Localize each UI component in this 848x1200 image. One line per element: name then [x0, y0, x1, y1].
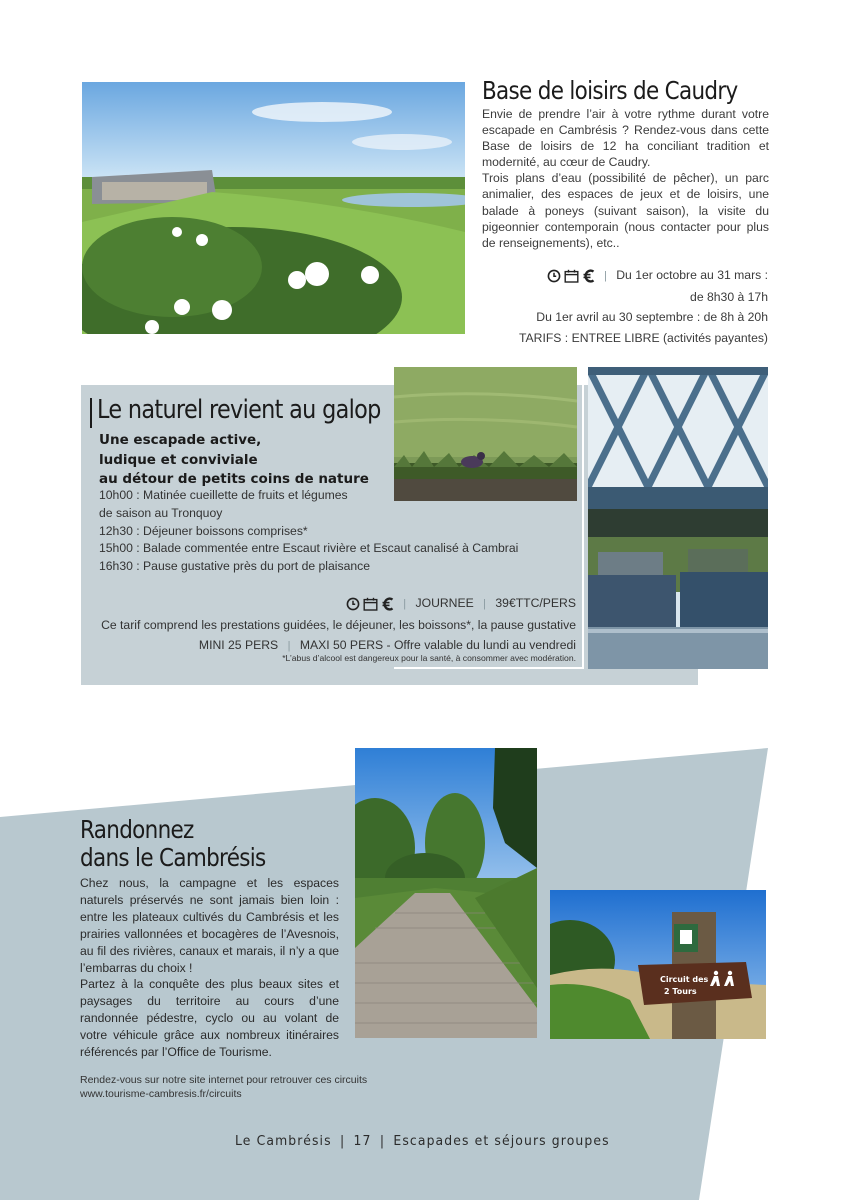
caudry-title: Base de loisirs de Caudry: [482, 76, 738, 105]
calendar-icon: [363, 597, 378, 611]
circuits-link-intro: Rendez-vous sur notre site internet pour retrouver ces circuits: [80, 1074, 368, 1086]
randonnez-title-line-1: Randonnez: [80, 815, 194, 844]
caudry-paragraph-2: Trois plans d’eau (possibilité de pêcher), un parc animalier, des espaces de jeux et de loisirs, une balade à poneys (suivant saison), la visite du pigeonnier contemporain (nous contacter pour plus de renseignements), etc..: [482, 171, 769, 250]
separator: |: [339, 1133, 346, 1149]
clock-icon: [346, 597, 360, 611]
naturel-price: 39€TTC/PERS: [495, 596, 576, 610]
randonnez-title: [80, 816, 266, 872]
naturel-program: [99, 487, 518, 576]
circuits-link-url[interactable]: www.tourisme-cambresis.fr/circuits: [80, 1088, 242, 1100]
separator: |: [403, 598, 407, 610]
program-item: 12h30 : Déjeuner boissons comprises*: [99, 523, 308, 538]
randonnez-title-line-2: dans le Cambrésis: [80, 843, 266, 872]
separator: |: [287, 640, 291, 652]
cobblestone-path-photo: [355, 748, 537, 1038]
program-item: 16h30 : Pause gustative près du port de plaisance: [99, 559, 371, 574]
title-accent-rule: [90, 398, 92, 428]
naturel-min-group: MINI 25 PERS: [198, 638, 279, 652]
naturel-subtitle-line: ludique et conviviale: [99, 451, 258, 468]
page-footer: [235, 1133, 610, 1149]
caudry-info-icons: [547, 266, 595, 287]
naturel-includes: Ce tarif comprend les prestations guidées, le déjeuner, les boissons*, la pause gustative: [101, 617, 576, 632]
program-item: 10h00 : Matinée cueillette de fruits et légumes: [99, 488, 348, 502]
randonnez-paragraph-2: Partez à la conquête des plus beaux sites et paysages du territoire au cours d’une randonnée pédestre, cyclo ou au volant de votre véhicule grâce aux nombreux itinéraires référencés par l’Office de Tourisme.: [80, 977, 339, 1060]
page-number: 17: [353, 1133, 372, 1149]
sign-text-line-1: Circuit des: [660, 975, 709, 984]
hiking-sign-photo: [550, 890, 766, 1039]
sign-text-line-2: 2 Tours: [664, 987, 697, 996]
randonnez-paragraph-1: Chez nous, la campagne et les espaces naturels préservés ne sont jamais bien loin : entre les plateaux cultivés du Cambrésis et les prairies vallonnées et bocagères de l’Avesnois, au fil des rivières, canaux et marais, il n’y a que l’embarras du choix !: [80, 876, 339, 975]
caudry-paragraph-1: Envie de prendre l’air à votre rythme durant votre escapade en Cambrésis ? Rendez-vous dans cette Base de loisirs de 12 ha conciliant tradition et modernité, au cœur de Caudry.: [482, 107, 769, 170]
naturel-duration: JOURNEE: [415, 596, 474, 610]
caudry-hours-line-1: Du 1er octobre au 31 mars :: [616, 268, 768, 282]
separator: |: [379, 1133, 386, 1149]
naturel-info-icons: [346, 594, 394, 615]
alcohol-disclaimer: *L’abus d’alcool est dangereux pour la santé, à consommer avec modération.: [282, 653, 576, 663]
naturel-pricing: [96, 593, 576, 657]
naturel-subtitle: [99, 431, 369, 490]
caudry-leisure-park-photo: [82, 82, 465, 334]
footer-right: Escapades et séjours groupes: [393, 1133, 610, 1149]
canal-bridge-barges-photo: [588, 367, 768, 669]
randonnez-description: [80, 875, 339, 1061]
caudry-hours: [468, 265, 768, 348]
clock-icon: [547, 269, 561, 283]
euro-icon: [583, 269, 595, 283]
naturel-title: Le naturel revient au galop: [97, 395, 381, 425]
separator: |: [483, 598, 486, 610]
program-item: de saison au Tronquoy: [99, 505, 223, 520]
caudry-tarifs: TARIFS : ENTREE LIBRE (activités payantes): [518, 330, 768, 345]
naturel-max-offer: MAXI 50 PERS - Offre valable du lundi au vendredi: [299, 638, 576, 652]
program-item: 15h00 : Balade commentée entre Escaut rivière et Escaut canalisé à Cambrai: [99, 541, 519, 556]
circuits-link-block: [80, 1073, 367, 1101]
calendar-icon: [564, 269, 579, 283]
euro-icon: [382, 597, 394, 611]
caudry-hours-line-3: Du 1er avril au 30 septembre : de 8h à 20h: [536, 310, 768, 324]
separator: |: [604, 270, 607, 282]
caudry-hours-line-2: de 8h30 à 17h: [690, 289, 768, 304]
caudry-description: [482, 106, 769, 251]
footer-left: Le Cambrésis: [235, 1133, 332, 1149]
naturel-subtitle-line: Une escapade active,: [99, 432, 262, 448]
naturel-subtitle-line: au détour de petits coins de nature: [99, 471, 369, 487]
